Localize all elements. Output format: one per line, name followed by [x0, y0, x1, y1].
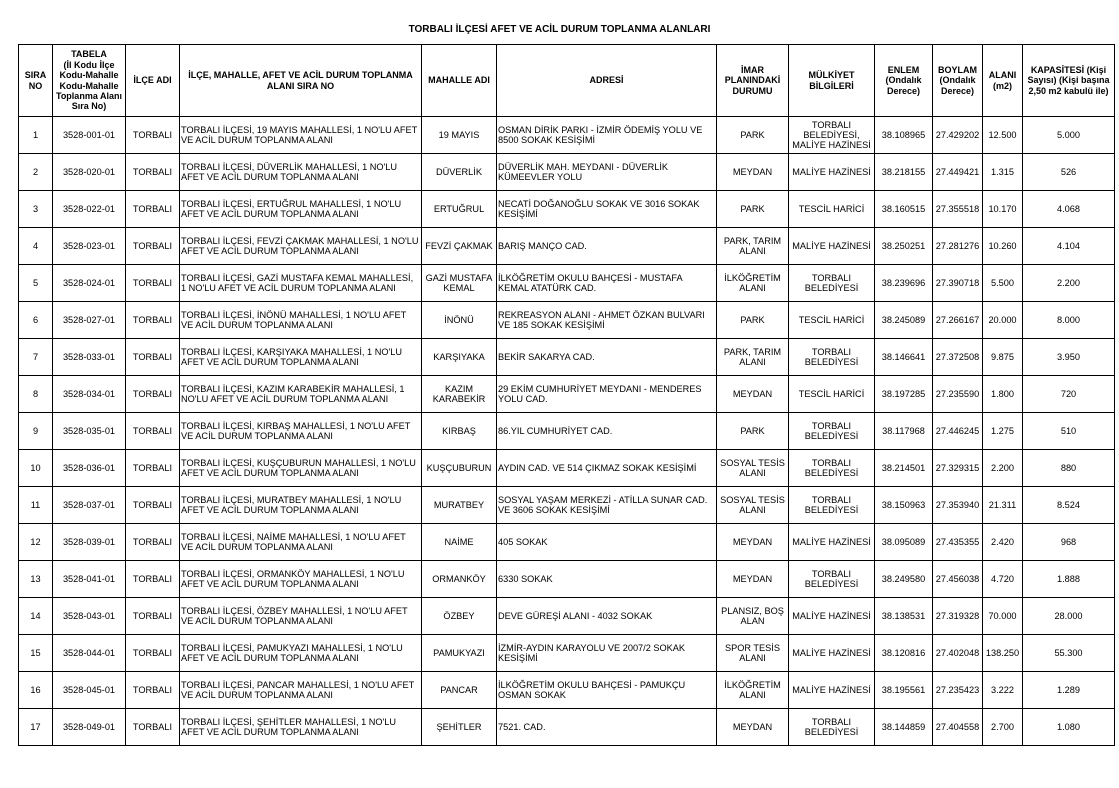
address-cell: REKREASYON ALANI - AHMET ÖZKAN BULVARI VE 185 SOKAK KESİŞİMİ	[497, 302, 717, 339]
capacity-cell: 4.104	[1023, 228, 1115, 265]
zoning-status-cell: PLANSIZ, BOŞ ALAN	[717, 598, 789, 635]
ownership-cell: TESCİL HARİCİ	[789, 376, 875, 413]
address-cell: 7521. CAD.	[497, 709, 717, 746]
zoning-status-cell: MEYDAN	[717, 709, 789, 746]
address-cell: İLKÖĞRETİM OKULU BAHÇESİ - MUSTAFA KEMAL ATATÜRK CAD.	[497, 265, 717, 302]
capacity-cell: 510	[1023, 413, 1115, 450]
address-cell: AYDIN CAD. VE 514 ÇIKMAZ SOKAK KESİŞİMİ	[497, 450, 717, 487]
area-m2-cell: 3.222	[983, 672, 1023, 709]
header-mulkiyet: MÜLKİYET BİLGİLERİ	[789, 45, 875, 117]
neighborhood-name-cell: FEVZİ ÇAKMAK	[422, 228, 497, 265]
longitude-cell: 27.390718	[933, 265, 983, 302]
latitude-cell: 38.249580	[875, 561, 933, 598]
area-m2-cell: 1.315	[983, 154, 1023, 191]
tabela-code-cell: 3528-036-01	[53, 450, 126, 487]
ownership-cell: TESCİL HARİCİ	[789, 191, 875, 228]
address-cell: 6330 SOKAK	[497, 561, 717, 598]
area-name-cell: TORBALI İLÇESİ, KUŞÇUBURUN MAHALLESİ, 1 NO'LU AFET VE ACİL DURUM TOPLANMA ALANI	[180, 450, 422, 487]
neighborhood-name-cell: KIRBAŞ	[422, 413, 497, 450]
zoning-status-cell: MEYDAN	[717, 561, 789, 598]
zoning-status-cell: İLKÖĞRETİM ALANI	[717, 265, 789, 302]
longitude-cell: 27.446245	[933, 413, 983, 450]
address-cell: 29 EKİM CUMHURİYET MEYDANI - MENDERES YOLU CAD.	[497, 376, 717, 413]
capacity-cell: 1.080	[1023, 709, 1115, 746]
neighborhood-name-cell: ORMANKÖY	[422, 561, 497, 598]
area-name-cell: TORBALI İLÇESİ, ORMANKÖY MAHALLESİ, 1 NO'LU AFET VE ACİL DURUM TOPLANMA ALANI	[180, 561, 422, 598]
row-number-cell: 5	[19, 265, 53, 302]
address-cell: NECATİ DOĞANOĞLU SOKAK VE 3016 SOKAK KESİŞİMİ	[497, 191, 717, 228]
zoning-status-cell: SOSYAL TESİS ALANI	[717, 487, 789, 524]
tabela-code-cell: 3528-022-01	[53, 191, 126, 228]
header-row	[19, 45, 1115, 117]
longitude-cell: 27.449421	[933, 154, 983, 191]
address-cell: 86.YIL CUMHURİYET CAD.	[497, 413, 717, 450]
latitude-cell: 38.197285	[875, 376, 933, 413]
latitude-cell: 38.108965	[875, 117, 933, 154]
table-row	[19, 561, 1115, 598]
zoning-status-cell: PARK	[717, 302, 789, 339]
capacity-cell: 8.000	[1023, 302, 1115, 339]
row-number-cell: 6	[19, 302, 53, 339]
table-row	[19, 302, 1115, 339]
ownership-cell: TORBALI BELEDİYESİ	[789, 709, 875, 746]
area-m2-cell: 10.260	[983, 228, 1023, 265]
header-adres: ADRESİ	[497, 45, 717, 117]
page-title: TORBALI İLÇESİ AFET VE ACİL DURUM TOPLANMA ALANLARI	[408, 24, 711, 35]
tabela-code-cell: 3528-020-01	[53, 154, 126, 191]
row-number-cell: 8	[19, 376, 53, 413]
longitude-cell: 27.319328	[933, 598, 983, 635]
area-name-cell: TORBALI İLÇESİ, NAİME MAHALLESİ, 1 NO'LU AFET VE ACİL DURUM TOPLANMA ALANI	[180, 524, 422, 561]
longitude-cell: 27.355518	[933, 191, 983, 228]
address-cell: BARIŞ MANÇO CAD.	[497, 228, 717, 265]
capacity-cell: 526	[1023, 154, 1115, 191]
ownership-cell: TORBALI BELEDİYESİ, MALİYE HAZİNESİ	[789, 117, 875, 154]
row-number-cell: 13	[19, 561, 53, 598]
table-row	[19, 339, 1115, 376]
area-m2-cell: 4.720	[983, 561, 1023, 598]
neighborhood-name-cell: PANCAR	[422, 672, 497, 709]
zoning-status-cell: SPOR TESİS ALANI	[717, 635, 789, 672]
ownership-cell: TORBALI BELEDİYESİ	[789, 487, 875, 524]
area-m2-cell: 5.500	[983, 265, 1023, 302]
latitude-cell: 38.138531	[875, 598, 933, 635]
area-m2-cell: 2.200	[983, 450, 1023, 487]
area-name-cell: TORBALI İLÇESİ, MURATBEY MAHALLESİ, 1 NO'LU AFET VE ACİL DURUM TOPLANMA ALANI	[180, 487, 422, 524]
table-row	[19, 524, 1115, 561]
district-name-cell: TORBALI	[126, 117, 180, 154]
area-name-cell: TORBALI İLÇESİ, DÜVERLİK MAHALLESİ, 1 NO'LU AFET VE ACİL DURUM TOPLANMA ALANI	[180, 154, 422, 191]
neighborhood-name-cell: MURATBEY	[422, 487, 497, 524]
zoning-status-cell: SOSYAL TESİS ALANI	[717, 450, 789, 487]
area-name-cell: TORBALI İLÇESİ, PAMUKYAZI MAHALLESİ, 1 NO'LU AFET VE ACİL DURUM TOPLANMA ALANI	[180, 635, 422, 672]
longitude-cell: 27.281276	[933, 228, 983, 265]
tabela-code-cell: 3528-039-01	[53, 524, 126, 561]
neighborhood-name-cell: İNÖNÜ	[422, 302, 497, 339]
ownership-cell: TORBALI BELEDİYESİ	[789, 339, 875, 376]
latitude-cell: 38.146641	[875, 339, 933, 376]
ownership-cell: TESCİL HARİCİ	[789, 302, 875, 339]
row-number-cell: 16	[19, 672, 53, 709]
longitude-cell: 27.429202	[933, 117, 983, 154]
table-row	[19, 672, 1115, 709]
tabela-code-cell: 3528-023-01	[53, 228, 126, 265]
header-tabela: TABELA (İl Kodu İlçe Kodu-Mahalle Kodu-Mahalle Toplanma Alanı Sıra No)	[53, 45, 126, 117]
tabela-code-cell: 3528-035-01	[53, 413, 126, 450]
address-cell: DEVE GÜREŞİ ALANI - 4032 SOKAK	[497, 598, 717, 635]
district-name-cell: TORBALI	[126, 228, 180, 265]
row-number-cell: 10	[19, 450, 53, 487]
longitude-cell: 27.456038	[933, 561, 983, 598]
capacity-cell: 3.950	[1023, 339, 1115, 376]
longitude-cell: 27.402048	[933, 635, 983, 672]
capacity-cell: 28.000	[1023, 598, 1115, 635]
header-kapasite: KAPASİTESİ (Kişi Sayısı) (Kişi başına 2,50 m2 kabulü ile)	[1023, 45, 1115, 117]
ownership-cell: MALİYE HAZİNESİ	[789, 228, 875, 265]
zoning-status-cell: İLKÖĞRETİM ALANI	[717, 672, 789, 709]
area-name-cell: TORBALI İLÇESİ, PANCAR MAHALLESİ, 1 NO'LU AFET VE ACİL DURUM TOPLANMA ALANI	[180, 672, 422, 709]
latitude-cell: 38.239696	[875, 265, 933, 302]
ownership-cell: TORBALI BELEDİYESİ	[789, 265, 875, 302]
ownership-cell: MALİYE HAZİNESİ	[789, 598, 875, 635]
row-number-cell: 1	[19, 117, 53, 154]
address-cell: İZMİR-AYDIN KARAYOLU VE 2007/2 SOKAK KESİŞİMİ	[497, 635, 717, 672]
table-row	[19, 598, 1115, 635]
table-row	[19, 228, 1115, 265]
header-imar: İMAR PLANINDAKİ DURUMU	[717, 45, 789, 117]
area-m2-cell: 2.420	[983, 524, 1023, 561]
header-boylam: BOYLAM (Ondalık Derece)	[933, 45, 983, 117]
area-name-cell: TORBALI İLÇESİ, KARŞIYAKA MAHALLESİ, 1 NO'LU AFET VE ACİL DURUM TOPLANMA ALANI	[180, 339, 422, 376]
row-number-cell: 7	[19, 339, 53, 376]
district-name-cell: TORBALI	[126, 450, 180, 487]
zoning-status-cell: MEYDAN	[717, 154, 789, 191]
area-m2-cell: 1.275	[983, 413, 1023, 450]
ownership-cell: MALİYE HAZİNESİ	[789, 154, 875, 191]
row-number-cell: 11	[19, 487, 53, 524]
row-number-cell: 17	[19, 709, 53, 746]
latitude-cell: 38.195561	[875, 672, 933, 709]
area-m2-cell: 138.250	[983, 635, 1023, 672]
header-ilce: İLÇE ADI	[126, 45, 180, 117]
neighborhood-name-cell: NAİME	[422, 524, 497, 561]
latitude-cell: 38.218155	[875, 154, 933, 191]
area-m2-cell: 9.875	[983, 339, 1023, 376]
ownership-cell: TORBALI BELEDİYESİ	[789, 450, 875, 487]
tabela-code-cell: 3528-034-01	[53, 376, 126, 413]
address-cell: SOSYAL YAŞAM MERKEZİ - ATİLLA SUNAR CAD. VE 3606 SOKAK KESİŞİMİ	[497, 487, 717, 524]
district-name-cell: TORBALI	[126, 339, 180, 376]
latitude-cell: 38.095089	[875, 524, 933, 561]
district-name-cell: TORBALI	[126, 524, 180, 561]
neighborhood-name-cell: ÖZBEY	[422, 598, 497, 635]
capacity-cell: 968	[1023, 524, 1115, 561]
capacity-cell: 880	[1023, 450, 1115, 487]
tabela-code-cell: 3528-041-01	[53, 561, 126, 598]
longitude-cell: 27.372508	[933, 339, 983, 376]
assembly-areas-table	[18, 44, 1115, 746]
area-m2-cell: 1.800	[983, 376, 1023, 413]
table-row	[19, 376, 1115, 413]
address-cell: İLKÖĞRETİM OKULU BAHÇESİ - PAMUKÇU OSMAN SOKAK	[497, 672, 717, 709]
area-m2-cell: 20.000	[983, 302, 1023, 339]
capacity-cell: 5.000	[1023, 117, 1115, 154]
zoning-status-cell: PARK	[717, 117, 789, 154]
address-cell: OSMAN DİRİK PARKI - İZMİR ÖDEMİŞ YOLU VE 8500 SOKAK KESİŞİMİ	[497, 117, 717, 154]
address-cell: BEKİR SAKARYA CAD.	[497, 339, 717, 376]
row-number-cell: 4	[19, 228, 53, 265]
area-m2-cell: 2.700	[983, 709, 1023, 746]
district-name-cell: TORBALI	[126, 635, 180, 672]
district-name-cell: TORBALI	[126, 413, 180, 450]
neighborhood-name-cell: ERTUĞRUL	[422, 191, 497, 228]
capacity-cell: 1.289	[1023, 672, 1115, 709]
header-mahalle: MAHALLE ADI	[422, 45, 497, 117]
longitude-cell: 27.235423	[933, 672, 983, 709]
area-name-cell: TORBALI İLÇESİ, ERTUĞRUL MAHALLESİ, 1 NO'LU AFET VE ACİL DURUM TOPLANMA ALANI	[180, 191, 422, 228]
table-row	[19, 265, 1115, 302]
neighborhood-name-cell: 19 MAYIS	[422, 117, 497, 154]
district-name-cell: TORBALI	[126, 598, 180, 635]
latitude-cell: 38.120816	[875, 635, 933, 672]
area-name-cell: TORBALI İLÇESİ, KIRBAŞ MAHALLESİ, 1 NO'LU AFET VE ACİL DURUM TOPLANMA ALANI	[180, 413, 422, 450]
latitude-cell: 38.160515	[875, 191, 933, 228]
longitude-cell: 27.435355	[933, 524, 983, 561]
tabela-code-cell: 3528-043-01	[53, 598, 126, 635]
header-alani: ALANI (m2)	[983, 45, 1023, 117]
capacity-cell: 720	[1023, 376, 1115, 413]
area-name-cell: TORBALI İLÇESİ, FEVZİ ÇAKMAK MAHALLESİ, 1 NO'LU AFET VE ACİL DURUM TOPLANMA ALANI	[180, 228, 422, 265]
table-row	[19, 450, 1115, 487]
district-name-cell: TORBALI	[126, 154, 180, 191]
address-cell: 405 SOKAK	[497, 524, 717, 561]
area-m2-cell: 10.170	[983, 191, 1023, 228]
table-row	[19, 635, 1115, 672]
longitude-cell: 27.404558	[933, 709, 983, 746]
ownership-cell: TORBALI BELEDİYESİ	[789, 413, 875, 450]
neighborhood-name-cell: GAZİ MUSTAFA KEMAL	[422, 265, 497, 302]
tabela-code-cell: 3528-033-01	[53, 339, 126, 376]
table-row	[19, 487, 1115, 524]
zoning-status-cell: PARK, TARIM ALANI	[717, 339, 789, 376]
area-name-cell: TORBALI İLÇESİ, ÖZBEY MAHALLESİ, 1 NO'LU AFET VE ACİL DURUM TOPLANMA ALANI	[180, 598, 422, 635]
zoning-status-cell: PARK	[717, 413, 789, 450]
longitude-cell: 27.235590	[933, 376, 983, 413]
row-number-cell: 2	[19, 154, 53, 191]
neighborhood-name-cell: KARŞIYAKA	[422, 339, 497, 376]
tabela-code-cell: 3528-044-01	[53, 635, 126, 672]
ownership-cell: MALİYE HAZİNESİ	[789, 635, 875, 672]
area-name-cell: TORBALI İLÇESİ, İNÖNÜ MAHALLESİ, 1 NO'LU AFET VE ACİL DURUM TOPLANMA ALANI	[180, 302, 422, 339]
tabela-code-cell: 3528-037-01	[53, 487, 126, 524]
neighborhood-name-cell: KUŞÇUBURUN	[422, 450, 497, 487]
header-alan-adi: İLÇE, MAHALLE, AFET VE ACİL DURUM TOPLANMA ALANI SIRA NO	[180, 45, 422, 117]
tabela-code-cell: 3528-024-01	[53, 265, 126, 302]
neighborhood-name-cell: KAZIM KARABEKİR	[422, 376, 497, 413]
area-name-cell: TORBALI İLÇESİ, 19 MAYIS MAHALLESİ, 1 NO'LU AFET VE ACİL DURUM TOPLANMA ALANI	[180, 117, 422, 154]
row-number-cell: 15	[19, 635, 53, 672]
address-cell: DÜVERLİK MAH. MEYDANI - DÜVERLİK KÜMEEVLER YOLU	[497, 154, 717, 191]
table-row	[19, 117, 1115, 154]
header-sira: SIRA NO	[19, 45, 53, 117]
longitude-cell: 27.353940	[933, 487, 983, 524]
row-number-cell: 9	[19, 413, 53, 450]
ownership-cell: TORBALI BELEDİYESİ	[789, 561, 875, 598]
latitude-cell: 38.250251	[875, 228, 933, 265]
zoning-status-cell: MEYDAN	[717, 524, 789, 561]
district-name-cell: TORBALI	[126, 302, 180, 339]
table-row	[19, 709, 1115, 746]
tabela-code-cell: 3528-049-01	[53, 709, 126, 746]
capacity-cell: 2.200	[1023, 265, 1115, 302]
row-number-cell: 14	[19, 598, 53, 635]
table-row	[19, 154, 1115, 191]
zoning-status-cell: MEYDAN	[717, 376, 789, 413]
tabela-code-cell: 3528-045-01	[53, 672, 126, 709]
district-name-cell: TORBALI	[126, 672, 180, 709]
latitude-cell: 38.150963	[875, 487, 933, 524]
longitude-cell: 27.266167	[933, 302, 983, 339]
table-row	[19, 413, 1115, 450]
latitude-cell: 38.245089	[875, 302, 933, 339]
ownership-cell: MALİYE HAZİNESİ	[789, 524, 875, 561]
zoning-status-cell: PARK, TARIM ALANI	[717, 228, 789, 265]
zoning-status-cell: PARK	[717, 191, 789, 228]
neighborhood-name-cell: DÜVERLİK	[422, 154, 497, 191]
area-m2-cell: 70.000	[983, 598, 1023, 635]
row-number-cell: 12	[19, 524, 53, 561]
area-name-cell: TORBALI İLÇESİ, KAZIM KARABEKİR MAHALLESİ, 1 NO'LU AFET VE ACİL DURUM TOPLANMA ALANI	[180, 376, 422, 413]
capacity-cell: 8.524	[1023, 487, 1115, 524]
latitude-cell: 38.117968	[875, 413, 933, 450]
neighborhood-name-cell: PAMUKYAZI	[422, 635, 497, 672]
latitude-cell: 38.214501	[875, 450, 933, 487]
longitude-cell: 27.329315	[933, 450, 983, 487]
neighborhood-name-cell: ŞEHİTLER	[422, 709, 497, 746]
ownership-cell: MALİYE HAZİNESİ	[789, 672, 875, 709]
latitude-cell: 38.144859	[875, 709, 933, 746]
district-name-cell: TORBALI	[126, 376, 180, 413]
district-name-cell: TORBALI	[126, 191, 180, 228]
row-number-cell: 3	[19, 191, 53, 228]
area-m2-cell: 21.311	[983, 487, 1023, 524]
tabela-code-cell: 3528-027-01	[53, 302, 126, 339]
capacity-cell: 55.300	[1023, 635, 1115, 672]
area-m2-cell: 12.500	[983, 117, 1023, 154]
capacity-cell: 4.068	[1023, 191, 1115, 228]
district-name-cell: TORBALI	[126, 709, 180, 746]
district-name-cell: TORBALI	[126, 265, 180, 302]
district-name-cell: TORBALI	[126, 561, 180, 598]
district-name-cell: TORBALI	[126, 487, 180, 524]
header-enlem: ENLEM (Ondalık Derece)	[875, 45, 933, 117]
area-name-cell: TORBALI İLÇESİ, ŞEHİTLER MAHALLESİ, 1 NO'LU AFET VE ACİL DURUM TOPLANMA ALANI	[180, 709, 422, 746]
tabela-code-cell: 3528-001-01	[53, 117, 126, 154]
table-row	[19, 191, 1115, 228]
capacity-cell: 1.888	[1023, 561, 1115, 598]
area-name-cell: TORBALI İLÇESİ, GAZİ MUSTAFA KEMAL MAHALLESİ, 1 NO'LU AFET VE ACİL DURUM TOPLANMA ALANI	[180, 265, 422, 302]
